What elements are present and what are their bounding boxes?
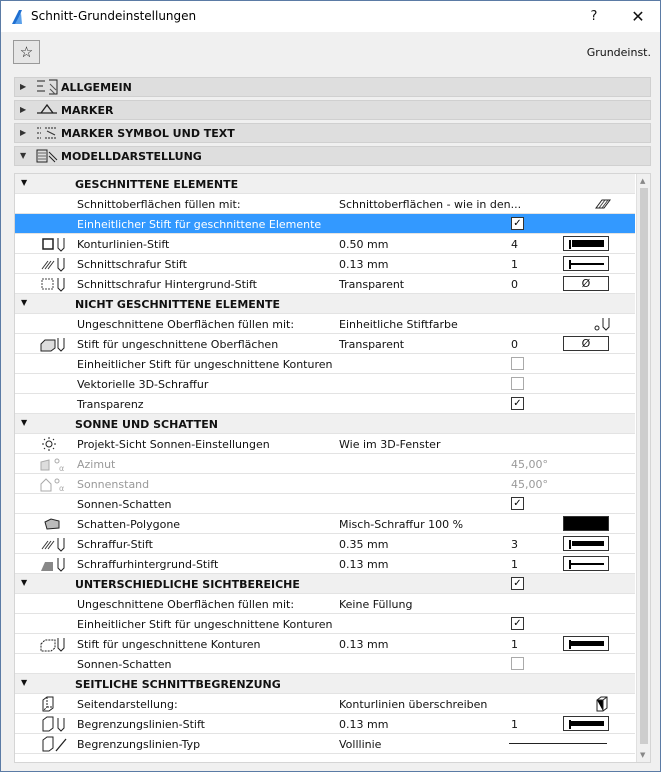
scroll-up-icon[interactable]: ▲ bbox=[640, 177, 646, 185]
favorites-button[interactable]: ☆ bbox=[13, 40, 40, 64]
section-header-cut[interactable] bbox=[15, 174, 635, 194]
row-label: Einheitlicher Stift für ungeschnittene Konturen bbox=[77, 618, 333, 631]
row-label: Seitendarstellung: bbox=[77, 698, 178, 711]
fill-swatch[interactable] bbox=[563, 516, 609, 531]
sun-shadows-checkbox[interactable]: ✓ bbox=[511, 497, 524, 510]
collapse-arrow-icon[interactable]: ▼ bbox=[21, 298, 28, 307]
sun-altitude-icon bbox=[39, 476, 71, 492]
pen-swatch[interactable] bbox=[563, 556, 609, 571]
side-boundary-icon bbox=[39, 696, 71, 712]
uniform-pen-icon[interactable] bbox=[593, 316, 613, 332]
uncut-surface-pen-icon bbox=[39, 336, 71, 352]
pen-number: 1 bbox=[511, 718, 518, 731]
window-title: Schnitt-Grundeinstellungen bbox=[31, 9, 197, 23]
row-views-fill[interactable] bbox=[15, 594, 635, 614]
panel-title: MODELLDARSTELLUNG bbox=[61, 150, 202, 163]
row-uncut-pen[interactable] bbox=[15, 334, 635, 354]
altitude-value: 45,00° bbox=[511, 478, 548, 491]
row-boundary-pen[interactable] bbox=[15, 714, 635, 734]
panel-title: MARKER SYMBOL UND TEXT bbox=[61, 127, 235, 140]
svg-text:α: α bbox=[59, 484, 65, 492]
hatch-background-icon bbox=[39, 276, 71, 292]
pen-weight: Transparent bbox=[339, 278, 405, 291]
boundary-display-icon[interactable] bbox=[593, 696, 613, 712]
row-label: Begrenzungslinien-Typ bbox=[77, 738, 201, 751]
scroll-down-icon[interactable]: ▼ bbox=[640, 751, 646, 759]
general-settings-icon bbox=[33, 78, 61, 96]
shadow-polygon-icon bbox=[39, 516, 71, 532]
archicad-logo-icon bbox=[11, 9, 23, 25]
pen-weight: 0.50 mm bbox=[339, 238, 389, 251]
hatch-pen-icon bbox=[39, 256, 71, 272]
line-type-icon bbox=[39, 736, 71, 752]
row-label: Ungeschnittene Oberflächen füllen mit: bbox=[77, 598, 295, 611]
row-altitude bbox=[15, 474, 635, 494]
row-label: Stift für ungeschnittene Konturen bbox=[77, 638, 261, 651]
pen-number: 4 bbox=[511, 238, 518, 251]
row-label: Stift für ungeschnittene Oberflächen bbox=[77, 338, 279, 351]
section-title: UNTERSCHIEDLICHE SICHTBEREICHE bbox=[75, 578, 300, 591]
section-title: GESCHNITTENE ELEMENTE bbox=[75, 178, 239, 191]
marker-icon bbox=[33, 101, 61, 119]
row-contour-pen[interactable] bbox=[15, 234, 635, 254]
azimuth-value: 45,00° bbox=[511, 458, 548, 471]
row-label: Einheitlicher Stift für ungeschnittene Konturen bbox=[77, 358, 333, 371]
row-label: Sonnen-Schatten bbox=[77, 498, 172, 511]
pen-weight: Transparent bbox=[339, 338, 405, 351]
row-side-display[interactable] bbox=[15, 694, 635, 714]
azimuth-icon bbox=[39, 456, 71, 472]
pen-swatch[interactable] bbox=[563, 536, 609, 551]
help-button[interactable]: ? bbox=[590, 9, 598, 24]
views-uniform-checkbox[interactable]: ✓ bbox=[511, 617, 524, 630]
row-label: Sonnenstand bbox=[77, 478, 150, 491]
scrollbar-thumb[interactable] bbox=[640, 188, 648, 744]
pen-weight: 0.13 mm bbox=[339, 258, 389, 271]
pen-number: 0 bbox=[511, 338, 518, 351]
views-fill-dropdown[interactable]: Keine Füllung bbox=[339, 598, 413, 611]
row-cut-uniform-pen[interactable] bbox=[15, 214, 635, 234]
row-label: Schnittschrafur Hintergrund-Stift bbox=[77, 278, 257, 291]
section-header-side[interactable] bbox=[15, 674, 635, 694]
pen-weight: 0.13 mm bbox=[339, 558, 389, 571]
surface-fill-icon[interactable] bbox=[593, 196, 613, 212]
row-label: Schnittschrafur Stift bbox=[77, 258, 187, 271]
row-azimuth bbox=[15, 454, 635, 474]
section-title: NICHT GESCHNITTENE ELEMENTE bbox=[75, 298, 280, 311]
collapse-arrow-icon[interactable]: ▼ bbox=[20, 151, 27, 160]
panel-marker[interactable] bbox=[14, 100, 651, 120]
pen-swatch-empty[interactable]: Ø bbox=[563, 276, 609, 291]
pen-weight: 0.13 mm bbox=[339, 718, 389, 731]
pen-number: 1 bbox=[511, 558, 518, 571]
marker-text-icon bbox=[33, 124, 61, 142]
line-type-dropdown[interactable]: Volllinie bbox=[339, 738, 382, 751]
section-header-uncut[interactable] bbox=[15, 294, 635, 314]
vector-hatch-checkbox[interactable] bbox=[511, 377, 524, 390]
row-sun-shadows[interactable] bbox=[15, 494, 635, 514]
contour-pen-icon bbox=[39, 236, 71, 252]
row-label: Azimut bbox=[77, 458, 116, 471]
panel-marker-symbol-text[interactable] bbox=[14, 123, 651, 143]
collapse-arrow-icon[interactable]: ▼ bbox=[21, 578, 28, 587]
row-label: Konturlinien-Stift bbox=[77, 238, 170, 251]
row-uncut-uniform[interactable] bbox=[15, 354, 635, 374]
pen-swatch[interactable] bbox=[563, 236, 609, 251]
row-label: Begrenzungslinien-Stift bbox=[77, 718, 205, 731]
panel-title: ALLGEMEIN bbox=[61, 81, 132, 94]
sun-icon bbox=[39, 436, 71, 452]
row-cut-fill[interactable] bbox=[15, 194, 635, 214]
section-header-views[interactable] bbox=[15, 574, 635, 594]
collapse-arrow-icon[interactable]: ▼ bbox=[21, 678, 28, 687]
row-label: Projekt-Sicht Sonnen-Einstellungen bbox=[77, 438, 270, 451]
pen-swatch[interactable] bbox=[563, 716, 609, 731]
row-label: Einheitlicher Stift für geschnittene Elemente bbox=[77, 218, 322, 231]
vertical-scrollbar[interactable] bbox=[636, 174, 650, 762]
views-enabled-checkbox[interactable]: ✓ bbox=[511, 577, 524, 590]
row-shadow-hatch-bg-pen[interactable] bbox=[15, 554, 635, 574]
pen-number: 1 bbox=[511, 638, 518, 651]
panel-modelldarstellung[interactable] bbox=[14, 146, 651, 166]
fill-type-dropdown[interactable]: Misch-Schraffur 100 % bbox=[339, 518, 464, 531]
row-uncut-vector[interactable] bbox=[15, 374, 635, 394]
pen-swatch-empty[interactable]: Ø bbox=[563, 336, 609, 351]
uncut-uniform-checkbox[interactable] bbox=[511, 357, 524, 370]
pen-number: 1 bbox=[511, 258, 518, 271]
row-boundary-linetype[interactable] bbox=[15, 734, 635, 754]
row-views-pen[interactable] bbox=[15, 634, 635, 654]
model-display-icon bbox=[33, 147, 61, 165]
expand-arrow-icon[interactable]: ▶ bbox=[20, 105, 27, 114]
row-hatch-bg-pen[interactable] bbox=[15, 274, 635, 294]
settings-table bbox=[14, 173, 651, 763]
row-views-shadows[interactable] bbox=[15, 654, 635, 674]
row-label: Sonnen-Schatten bbox=[77, 658, 172, 671]
cut-uniform-checkbox[interactable]: ✓ bbox=[511, 217, 524, 230]
uncut-fill-dropdown[interactable]: Einheitliche Stiftfarbe bbox=[339, 318, 458, 331]
section-header-sun[interactable] bbox=[15, 414, 635, 434]
row-label: Schnittoberflächen füllen mit: bbox=[77, 198, 241, 211]
hatch-pen-icon bbox=[39, 536, 71, 552]
collapse-arrow-icon[interactable]: ▼ bbox=[21, 418, 28, 427]
pen-weight: 0.35 mm bbox=[339, 538, 389, 551]
pen-number: 3 bbox=[511, 538, 518, 551]
pen-weight: 0.13 mm bbox=[339, 638, 389, 651]
cut-fill-dropdown[interactable]: Schnittoberflächen - wie in den... bbox=[339, 198, 522, 211]
title-bar bbox=[1, 1, 660, 32]
row-uncut-transparency[interactable] bbox=[15, 394, 635, 414]
expand-arrow-icon[interactable]: ▶ bbox=[20, 82, 27, 91]
preset-name: Grundeinst. bbox=[586, 46, 651, 59]
views-shadows-checkbox[interactable] bbox=[511, 657, 524, 670]
section-title: SEITLICHE SCHNITTBEGRENZUNG bbox=[75, 678, 281, 691]
shadow-background-icon bbox=[39, 556, 71, 572]
side-display-dropdown[interactable]: Konturlinien überschreiben bbox=[339, 698, 488, 711]
row-views-uniform[interactable] bbox=[15, 614, 635, 634]
row-hatch-pen[interactable] bbox=[15, 254, 635, 274]
svg-text:α: α bbox=[59, 464, 65, 472]
row-sun-project[interactable] bbox=[15, 434, 635, 454]
pen-swatch[interactable] bbox=[563, 256, 609, 271]
expand-arrow-icon[interactable]: ▶ bbox=[20, 128, 27, 137]
row-shadow-polygons[interactable] bbox=[15, 514, 635, 534]
row-label: Ungeschnittene Oberflächen füllen mit: bbox=[77, 318, 295, 331]
panel-allgemein[interactable] bbox=[14, 77, 651, 97]
pen-number: 0 bbox=[511, 278, 518, 291]
line-type-preview bbox=[509, 743, 607, 744]
boundary-line-pen-icon bbox=[39, 716, 71, 732]
row-label: Transparenz bbox=[77, 398, 144, 411]
sun-settings-dropdown[interactable]: Wie im 3D-Fenster bbox=[339, 438, 441, 451]
row-label: Schraffur-Stift bbox=[77, 538, 153, 551]
row-label: Schraffurhintergrund-Stift bbox=[77, 558, 219, 571]
row-label: Schatten-Polygone bbox=[77, 518, 181, 531]
pen-swatch[interactable] bbox=[563, 636, 609, 651]
section-title: SONNE UND SCHATTEN bbox=[75, 418, 218, 431]
uncut-contour-pen-icon bbox=[39, 636, 71, 652]
transparency-checkbox[interactable]: ✓ bbox=[511, 397, 524, 410]
panel-title: MARKER bbox=[61, 104, 114, 117]
close-button[interactable]: ✕ bbox=[631, 7, 645, 26]
collapse-arrow-icon[interactable]: ▼ bbox=[21, 178, 28, 187]
row-shadow-hatch-pen[interactable] bbox=[15, 534, 635, 554]
row-uncut-fill[interactable] bbox=[15, 314, 635, 334]
row-label: Vektorielle 3D-Schraffur bbox=[77, 378, 209, 391]
